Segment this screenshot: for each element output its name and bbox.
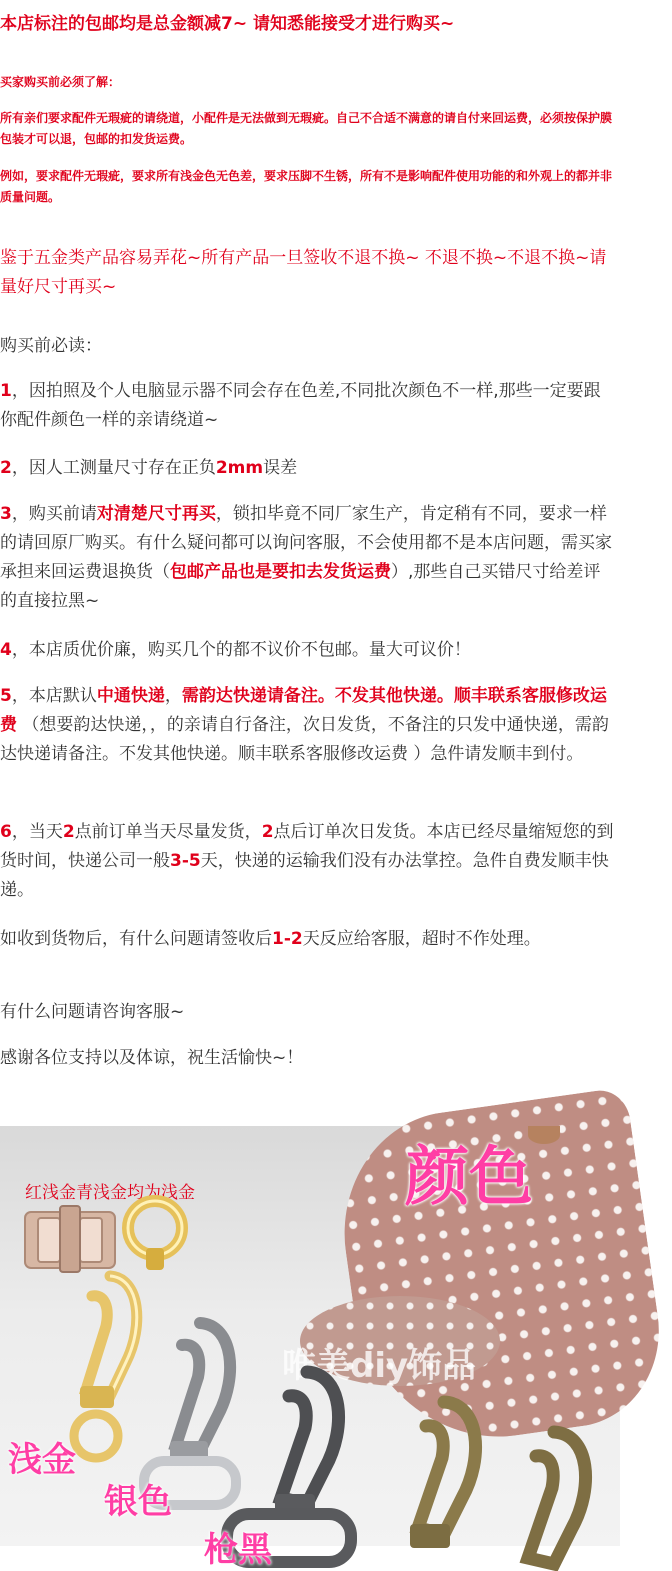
note-6-text-c: 点前订单当天尽量发货， xyxy=(74,822,262,842)
notes-title: 购买前必读： xyxy=(0,336,102,356)
note-4-number: 4 xyxy=(0,640,12,660)
note-6-text-e: 点后订单次日发货。本店已经尽量缩短您的到货时间，快递公司一般 xyxy=(0,822,614,871)
note-6-text-d: 2 xyxy=(261,822,274,842)
note-2 xyxy=(0,454,616,483)
notice-heading: 买家购买前必须了解： xyxy=(0,75,121,89)
note-6-number: 6 xyxy=(0,822,12,842)
product-color-photo xyxy=(0,1126,620,1570)
note-3-text-d: 包邮产品也是要扣去发货运费 xyxy=(170,562,391,582)
note-5-text-c: ， xyxy=(164,686,182,706)
note-2-text-b: 2mm xyxy=(215,458,264,478)
notice-line-1 xyxy=(0,12,616,36)
note-5-number: 5 xyxy=(0,686,12,706)
note-6-text-g: 天，快递的运输我们没有办法掌控。急件自费发顺丰快递。 xyxy=(0,851,609,900)
note-2-text-a: ，因人工测量尺寸存在正负 xyxy=(11,458,216,478)
bronze-hook-2-icon xyxy=(450,1418,620,1548)
note-5-text-b: 中通快递 xyxy=(96,686,165,706)
note-6-text-f: 3-5 xyxy=(170,851,201,871)
label-silver: 银色 xyxy=(104,1482,172,1522)
note-5 xyxy=(0,682,616,769)
note-2-number: 2 xyxy=(0,458,12,478)
notice-line-1-b: 7~ 请知悉能接受才进行购买~ xyxy=(221,14,455,34)
notice-para-3: 鉴于五金类产品容易弄花~所有产品一旦签收不退不换~ 不退不换~不退不换~请量好尺寸再买~ xyxy=(0,248,607,297)
note-7-text-b: 1-2 xyxy=(272,929,303,949)
note-3-text-b: 对清楚尺寸再买 xyxy=(96,504,216,524)
notice-line-1-a: 本店标注的包邮均是总金额减 xyxy=(0,14,221,34)
note-5-text-d: 需韵达快递请备注。不发其他快递。顺丰联系客服修改运费 xyxy=(0,686,607,735)
note-1-text: ，因拍照及个人电脑显示器不同会存在色差,不同批次颜色不一样,那些一定要跟你配件颜色一样的亲请绕道~ xyxy=(0,381,601,430)
note-1 xyxy=(0,377,616,435)
note-3-text-a: ，购买前请 xyxy=(11,504,97,524)
notice-para-2: 例如，要求配件无瑕疵，要求所有浅金色无色差，要求压脚不生锈，所有不是影响配件使用功能的和外观上的都并非质量问题。 xyxy=(0,169,613,204)
note-2-text-c: 误差 xyxy=(263,458,298,478)
note-5-text-e: （想要韵达快递，，的亲请自行备注，次日发货，不备注的只发中通快递，需韵达快递请备注。不发其他快递。顺丰联系客服修改运费 ）急件请发顺丰到付。 xyxy=(0,715,609,764)
note-6-text-b: 2 xyxy=(62,822,75,842)
note-3-text-e: ）,那些自己买错尺寸给差评的直接拉黑~ xyxy=(0,562,601,611)
note-7-text-a: 如收到货物后，有什么问题请签收后 xyxy=(0,929,272,949)
label-gold: 浅金 xyxy=(8,1440,76,1480)
note-9: 感谢各位支持以及体谅，祝生活愉快~！ xyxy=(0,1048,304,1068)
photo-caption: 红浅金青浅金均为浅金 xyxy=(25,1183,195,1203)
note-6 xyxy=(0,818,616,905)
note-1-number: 1 xyxy=(0,381,12,401)
note-3-text-c: ，锁扣毕竟不同厂家生产，肯定稍有不同，要求一样的请回原厂购买。有什么疑问都可以询问客服，不会使用都不是本店问题，需买家承担来回运费退换货（ xyxy=(0,504,612,582)
note-8: 有什么问题请咨询客服~ xyxy=(0,1002,185,1022)
note-4 xyxy=(0,636,616,665)
note-6-text-a: ，当天 xyxy=(11,822,63,842)
photo-watermark: 唯美diy饰品 xyxy=(282,1346,477,1386)
label-gunmetal: 枪黑 xyxy=(204,1530,272,1570)
note-7-text-c: 天反应给客服，超时不作处理。 xyxy=(302,929,541,949)
note-3-number: 3 xyxy=(0,504,12,524)
photo-title: 颜色 xyxy=(405,1141,533,1215)
note-7 xyxy=(0,925,616,954)
note-4-text: ，本店质优价廉，购买几个的都不议价不包邮。量大可议价！ xyxy=(11,640,471,660)
note-3 xyxy=(0,500,616,616)
notice-para-1: 所有亲们要求配件无瑕疵的请绕道，小配件是无法做到无瑕疵。自己不合适不满意的请自付来回运费，必须按保护膜包装才可以退，包邮的扣发货运费。 xyxy=(0,111,613,146)
note-5-text-a: ，本店默认 xyxy=(11,686,97,706)
